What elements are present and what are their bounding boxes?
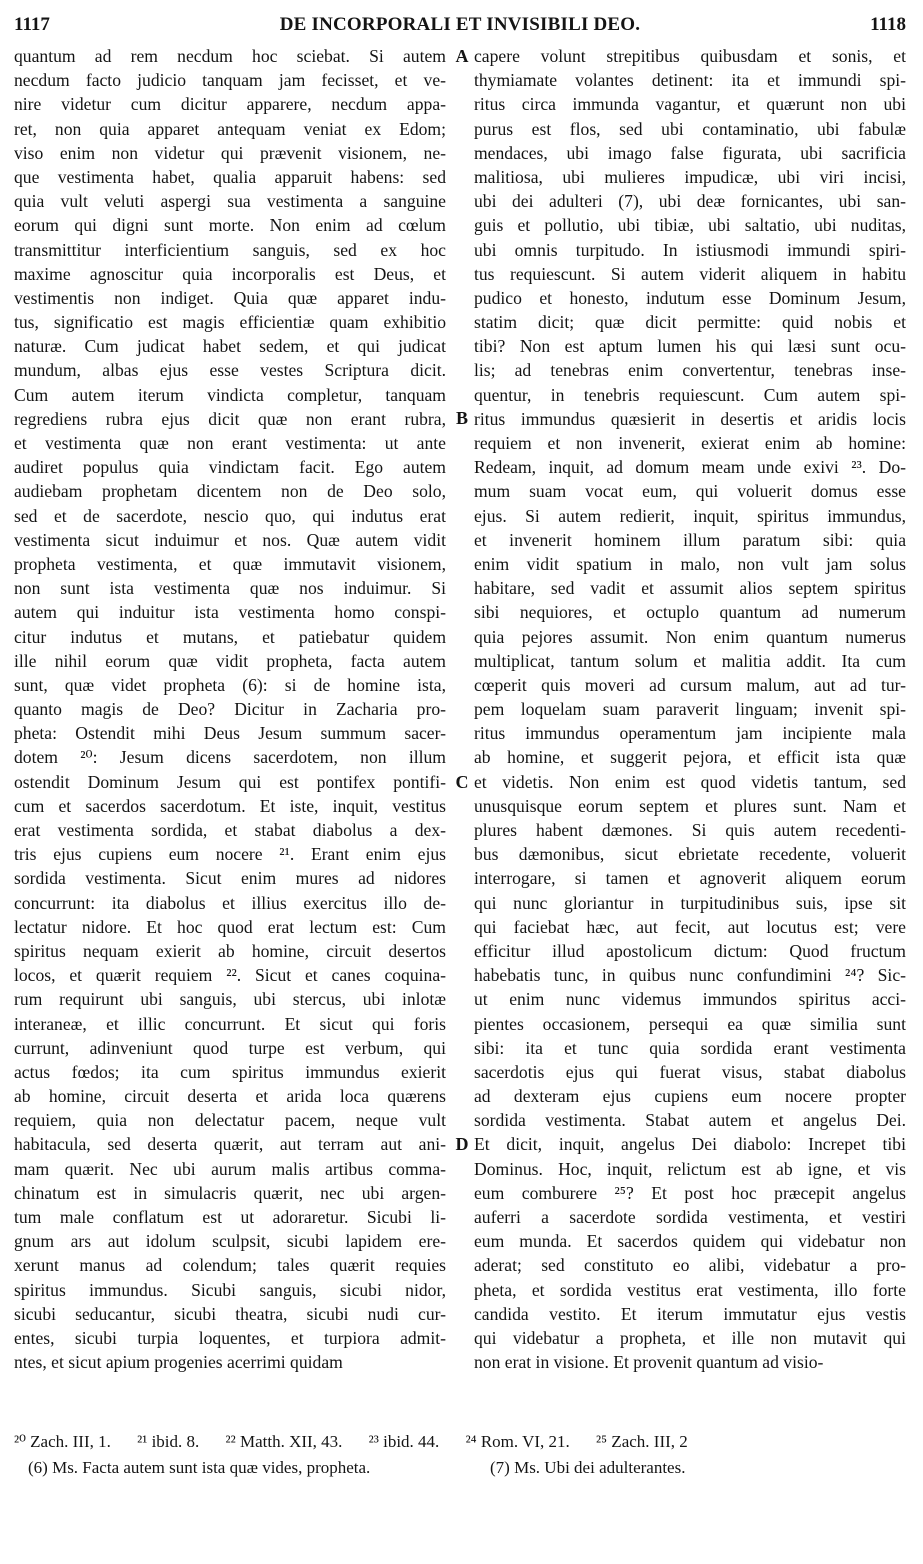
text-line: sordida vestimenta. Stabat autem et angelus Dei.: [474, 1110, 906, 1131]
section-marker-c: C: [455, 772, 469, 792]
text-line: xerunt manus ad colendum; tales quærit requies: [14, 1255, 446, 1276]
footnote-ref: ²³ ibid. 44.: [368, 1432, 440, 1451]
text-line: requiem et non invenerit, exierat enim ab homine:: [474, 433, 906, 453]
text-line: thymiamate volantes detinent: ita et immundi spi-: [474, 70, 906, 91]
text-line: statim dicit; quæ dicit permitte: quid nobis et: [474, 312, 906, 333]
text-line: ab homine, et suggerit pejora, et efficit ista quæ: [474, 747, 906, 768]
text-line: habitacula, sed deserta quærit, aut terram aut ani-: [14, 1134, 446, 1155]
running-header: [14, 14, 906, 42]
text-line: non sunt ista vestimenta quæ nos induimur. Si: [14, 578, 446, 599]
text-line: Cum autem iterum vindicta completur, tanquam: [14, 384, 446, 405]
text-line: interaneæ, et illic concurrunt. Et sicut qui foris: [14, 1013, 446, 1034]
text-line: ejus. Si autem redierit, inquit, spiritus immundus,: [474, 505, 906, 526]
text-line: mendaces, ubi imago false figurata, ubi sacrificia: [474, 142, 906, 163]
text-line: auferri a sacerdote sordida vestimenta, et vestiri: [474, 1207, 906, 1227]
text-line: et videtis. Non enim est quod videtis tantum, sed: [474, 771, 906, 792]
text-line: pheta, et sordida vestitus erat vestimenta, illo forte: [474, 1279, 906, 1300]
text-line: ubi dei adulteri (7), ubi deæ fornicantes, ubi san-: [474, 191, 906, 212]
text-line: mam quærit. Nec ubi aurum malis artibus comma-: [14, 1158, 446, 1179]
text-line: entes, sicubi turpia loquentes, et turpiora admit-: [14, 1327, 446, 1348]
text-line: quantum ad rem necdum hoc sciebat. Si autem: [14, 46, 446, 66]
text-line: tum male conflatum est ut adoraretur. Sicubi li-: [14, 1207, 446, 1227]
footnote-ref: ²⁵ Zach. III, 2: [596, 1432, 688, 1451]
text-line: ritus immundus quæsierit in desertis et aridis locis: [474, 408, 906, 429]
text-line: ret, non quia apparet antequam veniat ex Edom;: [14, 118, 446, 139]
text-line: vestimentis non indiget. Quia quæ apparet indu-: [14, 287, 446, 308]
text-line: purus est flos, sed ubi contaminatio, ubi fabulæ: [474, 118, 906, 139]
section-marker-a: A: [455, 46, 469, 66]
text-line: quia vult veluti aspergi sua vestimenta a sanguine: [14, 191, 446, 212]
text-line: pheta: Ostendit mihi Deus Jesum summum sacer-: [14, 723, 446, 744]
text-line: chinatum est in simulacris quærit, nec ubi argen-: [14, 1182, 446, 1203]
text-line: vestimenta sicut induimur et nos. Quæ autem vidit: [14, 529, 446, 550]
text-line: eum munda. Et sacerdos quidem qui videbatur non: [474, 1231, 906, 1252]
text-line: requiem, quia non delectatur pacem, neque vult: [14, 1110, 446, 1131]
text-line: plures habent dæmones. Si quis autem recedenti-: [474, 820, 906, 840]
text-line: mundum, albas ejus esse vestes Scriptura dicit.: [14, 360, 446, 381]
text-line: ut enim nunc videmus immundos spiritus acci-: [474, 989, 906, 1010]
text-line: ntes, et sicut apium progenies acerrimi quidam: [14, 1352, 343, 1373]
text-line: viso enim non videtur qui prævenit visionem, ne-: [14, 142, 446, 163]
text-line: malitiosa, ubi mulieres impudicæ, ubi viri incisi,: [474, 166, 906, 187]
text-line: spiritus immundus. Sicubi sanguis, sicubi nidor,: [14, 1279, 446, 1300]
text-line: autem qui induitur ista vestimenta homo conspi-: [14, 602, 446, 623]
text-line: pientes occasionem, persequi ea quæ similia sunt: [474, 1013, 906, 1034]
text-line: pudico et honesto, indutum esse Dominum Jesum,: [474, 287, 906, 308]
footnote-references: [14, 1430, 906, 1454]
text-line: citur indutus et mutans, et patiebatur quidem: [14, 626, 446, 647]
text-line: qui nunc gloriantur in turpitudinibus suis, ipse sit: [474, 892, 906, 913]
text-line: sacerdotis ejus qui fuerat visus, stabat diabolus: [474, 1061, 906, 1082]
manuscript-note-7: (7) Ms. Ubi dei adulterantes.: [490, 1458, 686, 1477]
text-line: quentur, in tenebris requiescunt. Cum autem spi-: [474, 384, 906, 405]
text-line: maxime agnoscitur quia incorporalis est Deus, et: [14, 263, 446, 284]
manuscript-notes: [14, 1454, 906, 1502]
text-line: sibi: ita et tunc quia sordida erant vestimenta: [474, 1037, 906, 1058]
text-line: ostendit Dominum Jesum qui est pontifex pontifi-: [14, 771, 446, 792]
text-line: ille nihil eorum quæ vidit propheta, facta autem: [14, 650, 446, 671]
text-line: ab homine, circuit deserta et arida loca quærens: [14, 1086, 446, 1107]
text-line: ad dexteram ejus cupiens eum nocere propter: [474, 1086, 906, 1107]
text-line: qui videbatur a propheta, et ille non mutavit qui: [474, 1327, 906, 1348]
text-line: bus dæmonibus, sicut ebrietate recedente, voluerit: [474, 844, 906, 865]
section-marker-b: B: [455, 408, 468, 428]
text-line: guis et pollutio, ubi tibiæ, ubi saltatio, ubi nuditas,: [474, 215, 906, 236]
text-line: erat vestimenta sordida, et stabat diabolus a dex-: [14, 820, 446, 840]
text-line: gnum ars aut idolum sculpsit, sicubi lapidem ere-: [14, 1231, 446, 1252]
footnote-ref: ²¹ ibid. 8.: [137, 1432, 200, 1451]
text-line: ubi omnis turpitudo. In istiusmodi immundi spiri-: [474, 239, 906, 260]
text-line: que vestimenta habet, qualia apparuit habens: sed: [14, 166, 446, 187]
section-marker-d: D: [455, 1134, 469, 1154]
text-line: actus fœdos; ita cum spiritus immundus exierit: [14, 1061, 446, 1082]
text-line: spiritus nequam exierit ab homine, circuit desertos: [14, 940, 446, 961]
text-line: pem loquelam suam paraverit linguam; invenit spi-: [474, 699, 906, 720]
text-line: candida vestito. Et iterum immutatur ejus vestis: [474, 1303, 906, 1324]
text-line: qui faciebat hæc, aut fecit, aut locutus est; vere: [474, 916, 906, 937]
text-line: sibi nequiores, et octuplo quantum ad numerum: [474, 602, 906, 623]
page-number-left: 1117: [14, 14, 50, 35]
text-line: rum requirunt ubi sanguis, ubi stercus, ubi inlotæ: [14, 989, 446, 1010]
text-line: sicubi seducantur, sicubi theatra, sicubi nudi cur-: [14, 1303, 446, 1324]
text-line: mum suam vocat eum, qui voluerit domus esse: [474, 481, 906, 502]
text-line: necdum facto judicio tanquam jam fecisset, et ve-: [14, 70, 446, 91]
text-line: tus, significatio est magis efficientiæ quam exhibitio: [14, 312, 446, 333]
text-line: concurrunt: ita diabolus et illius exercitus illo de-: [14, 892, 446, 913]
text-line: cœperit quis moveri ad cursum malum, aut ad tur-: [474, 674, 906, 695]
text-line: interrogare, si tamen et agnoverit aliquem eorum: [474, 868, 906, 889]
text-line: quia pejores assumit. Non enim quantum numerus: [474, 626, 906, 647]
text-line: enim vidit spatium in malo, non vult jam solus: [474, 553, 906, 574]
text-line: Redeam, inquit, ad domum meam unde exivi ²³. Do-: [474, 457, 906, 478]
text-line: nire videtur cum dicitur apparere, necdum appa-: [14, 94, 446, 115]
text-line: sunt, quæ videt propheta (6): si de homine ista,: [14, 674, 446, 695]
running-title: DE INCORPORALI ET INVISIBILI DEO.: [279, 14, 641, 35]
manuscript-note-6: (6) Ms. Facta autem sunt ista quæ vides, propheta.: [28, 1458, 371, 1477]
text-line: sordida vestimenta. Sicut enim mures ad nidores: [14, 868, 446, 889]
footnote-ref: ²⁰ Zach. III, 1.: [14, 1432, 111, 1451]
text-line: aderat; sed constituto eo alibi, videbatur a pro-: [474, 1255, 906, 1276]
text-line: eum comburere ²⁵? Et post hoc præcepit angelus: [474, 1182, 906, 1203]
text-line: capere volunt strepitibus quibusdam et sonis, et: [474, 46, 906, 66]
right-column: [474, 44, 906, 1374]
text-line: regrediens rubra ejus dicit quæ non erant rubra,: [14, 408, 446, 429]
text-line: propheta vestimenta, et quæ immutavit visionem,: [14, 553, 446, 574]
text-line: quanto magis de Deo? Dicitur in Zacharia pro-: [14, 699, 446, 720]
text-line: tris ejus cupiens eum nocere ²¹. Erant enim ejus: [14, 844, 446, 865]
text-line: ritus circa immunda vagantur, et quærunt non ubi: [474, 94, 906, 115]
text-line: habebatis tunc, in quibus nunc confundimini ²⁴? Sic-: [474, 965, 906, 986]
text-line: habitare, sed vadit et assumit alios septem spiritus: [474, 578, 906, 599]
text-line: et vestimenta quæ non erant vestimenta: ut ante: [14, 433, 446, 453]
text-line: ritus immundus operamentum jam incipiente mala: [474, 723, 906, 744]
text-line: audiebam prophetam dicentem non de Deo solo,: [14, 481, 446, 502]
text-line: lis; ad tenebras enim convertentur, tenebras inse-: [474, 360, 906, 381]
text-line: dotem ²⁰: Jesum dicens sacerdotem, non illum: [14, 747, 446, 768]
text-line: audiret populus quia vindictam facit. Ego autem: [14, 457, 446, 478]
text-line: efficitur illud apostolicum dictum: Quod fructum: [474, 940, 906, 961]
text-line: Dominus. Hoc, inquit, relictum est ab igne, et vis: [474, 1158, 906, 1179]
footnote-ref: ²⁴ Rom. VI, 21.: [465, 1432, 570, 1451]
text-line: et invenerit hominem illum paratum sibi: quia: [474, 529, 906, 550]
text-line: Et dicit, inquit, angelus Dei diabolo: Increpet tibi: [474, 1134, 906, 1155]
footnotes: [14, 1430, 906, 1502]
text-line: non erat in visione. Et provenit quantum ad visio-: [474, 1352, 824, 1373]
text-line: sed et de sacerdote, nescio quo, qui indutus erat: [14, 505, 446, 526]
text-line: tibi? Non est aptum lumen his qui læsi sunt ocu-: [474, 336, 906, 357]
text-line: cum et sacerdos sacerdotum. Et iste, inquit, vestitus: [14, 795, 446, 816]
footnote-ref: ²² Matth. XII, 43.: [225, 1432, 343, 1451]
text-line: naturæ. Cum judicat habet sedem, et qui judicat: [14, 336, 446, 357]
text-line: locos, et quærit requiem ²². Sicut et canes coquina-: [14, 965, 446, 986]
text-line: eorum qui digni sunt morte. Non enim ad cœlum: [14, 215, 446, 236]
text-line: transmittitur interficientium sanguis, sed ex hoc: [14, 239, 446, 260]
text-line: tus requiescunt. Si autem viderit aliquem in habitu: [474, 263, 906, 284]
page-number-right: 1118: [870, 14, 906, 35]
text-line: multiplicat, tantum solum et malitia addit. Ita cum: [474, 650, 906, 671]
left-column: [14, 44, 446, 1374]
text-line: currunt, adinveniunt quod turpe est verbum, qui: [14, 1037, 446, 1058]
text-line: lectatur nidore. Et hoc quod erat lectum est: Cum: [14, 916, 446, 937]
text-line: unusquisque eorum septem et plures sunt. Nam et: [474, 795, 906, 816]
